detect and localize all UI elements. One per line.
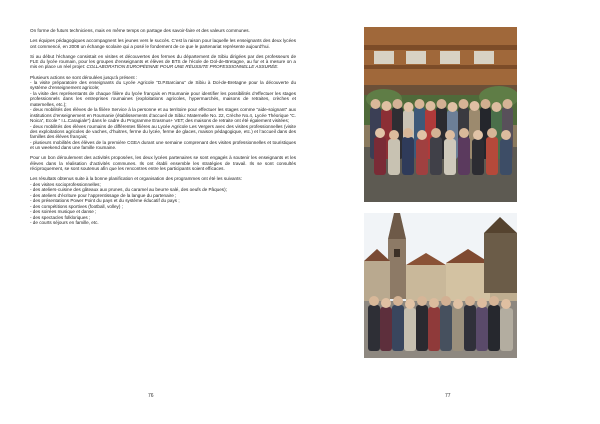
list-item: - la visite des représentants de chaque filière du lycée français en Roumanie pour identifier les possibilités d’effectuer les stages professionnels dans les entreprises roumaines (exploitations agricoles, hypermarchés, maisons de retraites, crèches et maternelles, etc.); [30, 90, 296, 107]
results-intro: Les résultats obtenus suite à la bonne planification et organisation des programmes ont été les suivants: [30, 176, 242, 182]
project-title: COLLABORATION EUROPÉENNE POUR UNE RÉUSSITE PROFESSIONNELLE ASSURÉE. [86, 64, 279, 70]
left-page-text [30, 28, 296, 230]
results-paragraph [30, 176, 296, 225]
exchange-paragraph [30, 54, 296, 70]
list-item: - deux mobilités des élèves roumains de différentes filières au Lycée Agricole Les Vergers avec des visites professionnelles (visite des exploitations agricoles de vaches, d’huitres, ferme du lycée, ferme de glaces, maison pédagogique, etc.) et l’accueil dans des familles des élèves français; [30, 123, 296, 140]
list-item: - deux mobilités des élèves de la filière Service à la personne et au territoire pour effectuer les stages comme “aide-soignant” aux institutions d’enseignement en Roumanie (établissements d’accueil de Sibiu: Maternelle No. 22, Crèche No.4, Lycée Théorique “C. Noica”, Ecole “ I.L.Caragiale”) dans le cadre du Programme Erasmus+ VET; des maisons de retraite ont été également visitées; [30, 107, 296, 124]
page-number-left: 76 [148, 393, 154, 399]
list-item: - plusieurs mobilités des élèves de la première CGEA durant une semaine comprenant des visites professionnelles et touristiques et un weekend dans une famille roumaine. [30, 139, 296, 151]
group-photo-town-square [364, 213, 517, 358]
actions-intro: Plusieurs actions se sont déroulées jusqu’à présent : [30, 74, 138, 80]
intro-paragraph: On forme de futurs techniciens, mais en même temps on partage des savoir-faire et des valeurs communes. [30, 28, 250, 33]
cooperation-paragraph: Pour un bon déroulement des activités proposées, les deux lycées partenaires se sont engagés à soutenir les enseignants et les élèves dans la réalisation d’activités communes. Ils ont établi ensemble les stratégies de travail. Ils se sont consultés réciproquement, se sont soutenus afin que les rencontres entre les participants soient efficaces. [30, 155, 296, 172]
page-number-right: 77 [445, 393, 451, 399]
actions-paragraph [30, 75, 296, 151]
list-item: - de courts séjours en famille, etc. [30, 220, 99, 226]
list-item: - la visite préparatoire des enseignants du Lycée Agricole “D.P.Barcianu” de Sibiu à Dol-de-Bretagne pour la découverte du système d’enseignement agricole; [30, 79, 296, 91]
list-item: - des visites socioprofessionnelles; [30, 181, 101, 187]
exchange-text: Si au début l’échange consistait en visites et découvertes des fermes du département de Sibiu dirigées par des professeurs de FLE du lycée roumain, pour les groupes d’enseignants et élèves de BTS de l’école de Dol-de-Bretagne, au fur et à mesure on a mis en place un réel projet: [30, 53, 296, 70]
teams-paragraph: Les équipes pédagogiques accompagnent les jeunes vers le succès. C’est la raison pour laquelle les enseignants des deux lycées ont commencé, en 2008 un échange scolaire qui a posé le fondement de ce que le partenariat représente aujourd’hui. [30, 38, 296, 49]
list-item: - des ateliers-cuisine des gâteaux aux prunes, du caramel au beurre salé, des oeufs de Pâques); [30, 187, 227, 193]
list-item: - des spectacles folkloriques ; [30, 214, 91, 220]
list-item: - des soirées musique et danse ; [30, 209, 97, 215]
list-item: - des présentations Power Point du pays et du système éducatif du pays ; [30, 198, 180, 204]
list-item: - des ateliers d’écriture pour l’apprentissage de la langue du partenaire ; [30, 192, 177, 198]
list-item: - des compétitions sportives (football, volley) ; [30, 203, 123, 209]
group-photo-building [364, 27, 517, 202]
